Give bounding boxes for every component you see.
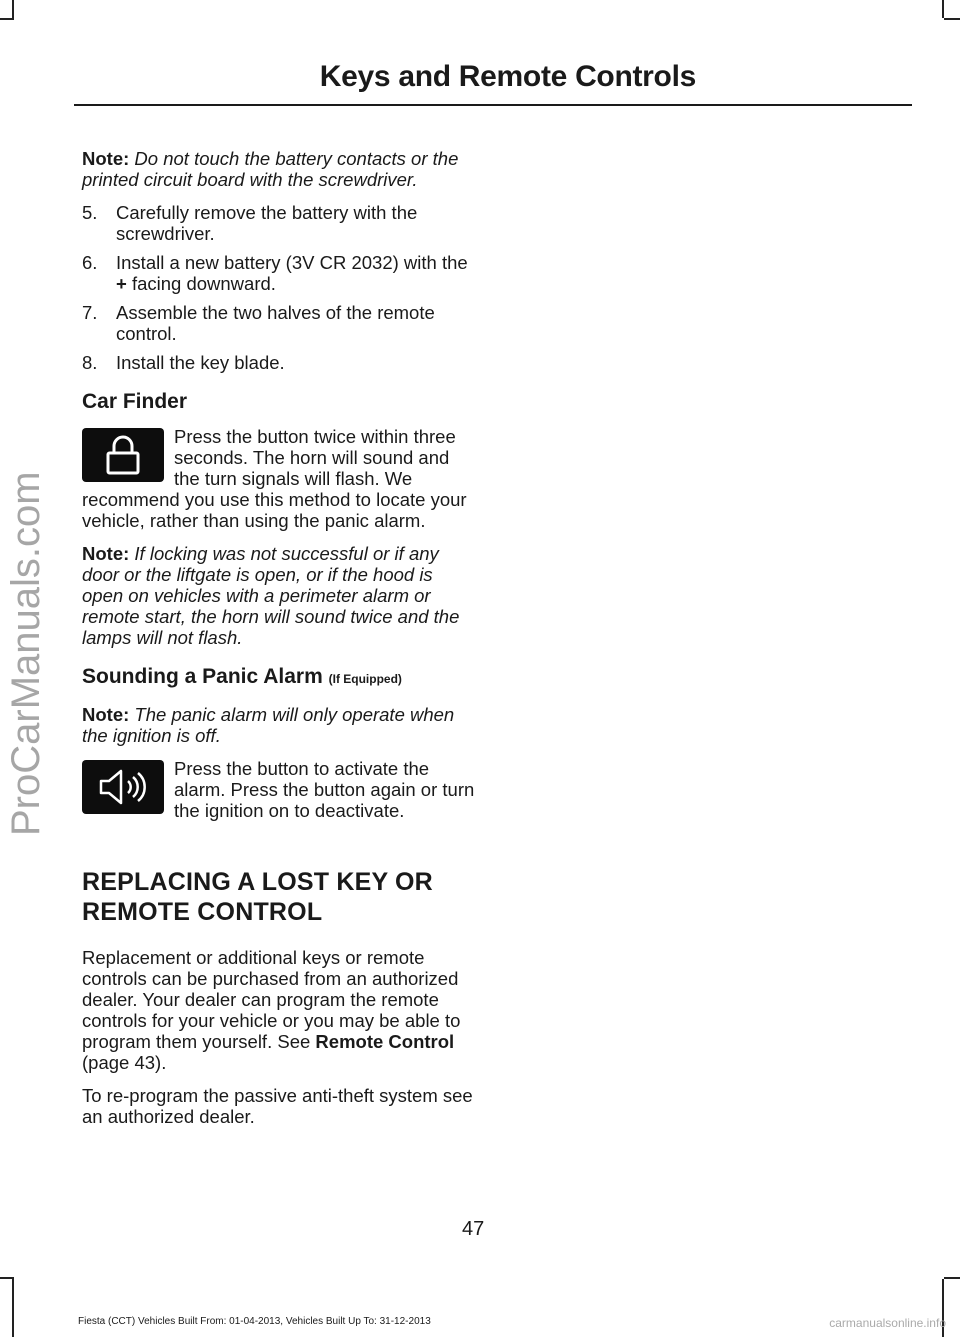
header-rule [74,104,912,106]
panic-heading-text: Sounding a Panic Alarm [82,665,323,688]
crop-mark [0,1277,14,1279]
page-header-title: Keys and Remote Controls [319,60,696,93]
list-item [82,352,477,373]
car-finder-text: Press the button twice within three seconds. The horn will sound and the turn signals will flash. We recommend you use this method to locate your vehicle, rather than using the panic alarm. [82,426,467,531]
step-text: Assemble the two halves of the remote control. [116,302,435,344]
section-title-replacing [82,867,477,927]
step-number: 7. [82,302,98,323]
replacing-paragraph [82,947,477,1073]
step-text: Carefully remove the battery with the screwdriver. [116,202,418,244]
step-number: 5. [82,202,98,223]
paragraph-text: Replacement or additional keys or remote controls can be purchased from an authorized dealer. Your dealer can program the remote controls for your vehicle or you may be able to program them yourself. See [82,947,461,1052]
main-column [82,148,477,1139]
watermark: ProCarManuals.com [4,471,48,836]
step-text: Install a new battery (3V CR 2032) with the [116,252,468,273]
speaker-icon [82,760,164,814]
crop-mark [944,1277,960,1279]
note-battery [82,148,477,190]
list-item [82,302,477,344]
note-text: Do not touch the battery contacts or the printed circuit board with the screwdriver. [82,148,459,190]
step-list [82,202,477,373]
section-heading-panic-alarm [82,666,477,690]
note-label: Note: [82,148,130,169]
panic-heading-suffix: (If Equipped) [328,672,402,686]
title-line: REMOTE CONTROL [82,898,323,926]
panic-paragraph [82,758,477,821]
footer-text: Fiesta (CCT) Vehicles Built From: 01-04-2013, Vehicles Built Up To: 31-12-2013 [78,1316,431,1327]
car-finder-paragraph [82,426,477,531]
crop-mark [944,18,960,20]
panic-text: Press the button to activate the alarm. Press the button again or turn the ignition on to deactivate. [174,758,475,821]
crop-mark [12,1279,14,1337]
list-item [82,202,477,244]
page-reference: (page 43). [82,1052,167,1073]
crop-mark [0,18,14,20]
cross-reference-link[interactable]: Remote Control [315,1031,455,1052]
step-text: facing downward. [131,273,276,294]
note-label: Note: [82,543,130,564]
note-text: If locking was not successful or if any door or the liftgate is open, or if the hood is open on vehicles with a perimeter alarm or remote start, the horn will sound twice and the lamps will not flash. [82,543,460,648]
title-line: REPLACING A LOST KEY OR [82,868,433,896]
crop-mark [12,0,14,18]
crop-mark [942,0,944,18]
step-text: Install the key blade. [116,352,285,373]
plus-symbol: + [116,273,127,294]
step-number: 6. [82,252,98,273]
list-item [82,252,477,294]
antitheft-paragraph: To re-program the passive anti-theft system see an authorized dealer. [82,1085,473,1127]
page-number: 47 [462,1218,485,1240]
lock-icon [82,428,164,482]
note-car-finder [82,543,477,648]
note-text: The panic alarm will only operate when the ignition is off. [82,704,455,746]
note-panic [82,704,477,746]
watermark-url: carmanualsonline.info [829,1316,946,1330]
note-label: Note: [82,704,130,725]
section-heading-car-finder: Car Finder [82,390,188,413]
step-number: 8. [82,352,98,373]
